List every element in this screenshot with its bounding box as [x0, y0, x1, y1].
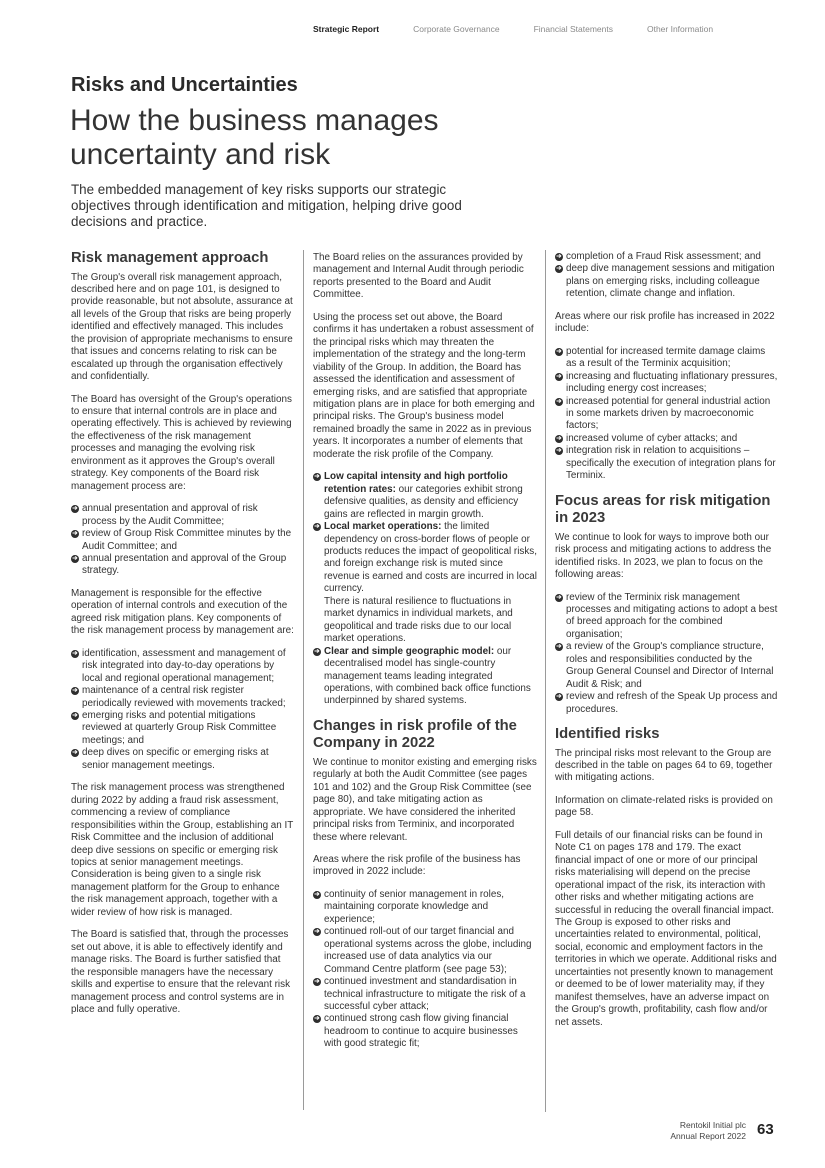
bullet-list [71, 503, 294, 578]
list-item: ➔ increased potential for general industrial action in some markets driven by macroeconomic factors; [556, 395, 771, 432]
section-label: Risks and Uncertainties [71, 74, 298, 96]
paragraph: The Board is satisfied that, through the processes set out above, it is able to effectively identify and manage risks. The Board is further satisfied that the responsible managers have the necessary skills and expertise to ensure that the relevant risk management process and control systems are in place and fully operative. [71, 929, 291, 1015]
list-item: ➔ Clear and simple geographic model: our decentralised model has single-country management teams leading integrated operations, with combined back office functions underpinned by shared systems. [314, 645, 531, 707]
bullet-list [313, 471, 537, 708]
heading-identified-risks: Identified risks [555, 726, 660, 743]
arrow-bullet-icon: ➔ [72, 749, 78, 757]
paragraph: The Group's overall risk management approach, described here and on page 101, is designed to provide reasonable, but not absolute, assurance at all levels of the Group that risks are being properly identified and effectively managed. This includes the provision of appropriate mechanisms to ensure that issues and concerns relating to risk can be escalated up through the organisation effectively and confidentially. [71, 271, 293, 383]
arrow-bullet-icon: ➔ [314, 1015, 320, 1023]
column-divider [545, 250, 546, 1112]
arrow-bullet-icon: ➔ [314, 523, 320, 531]
arrow-bullet-icon: ➔ [314, 978, 320, 986]
list-item: ➔ potential for increased termite damage claims as a result of the Terminix acquisition; [556, 345, 766, 370]
list-item: ➔ continued investment and standardisation in technical infrastructure to mitigate the risk of a successful cyber attack; [314, 976, 526, 1013]
heading-risk-management-approach: Risk management approach [71, 250, 269, 266]
column-3 [555, 251, 778, 1039]
nav-financial-statements[interactable]: Financial Statements [533, 24, 613, 34]
nav-strategic-report[interactable]: Strategic Report [313, 24, 380, 34]
paragraph: Using the process set out above, the Board confirms it has undertaken a robust assessment of the principal risks which may threaten the implementation of the strategy and the long-term viability of the Group. In addition, the Board has assessed the identification and assessment of emerging risks, and are satisfied that appropriate mitigation plans are in place for both emerging and principal risks. The Group's business model remained broadly the same in 2022 as in previous years. It incorporates a number of elements that moderate the risk profile of the Company. [313, 311, 535, 460]
bullet-list [555, 592, 778, 717]
arrow-bullet-icon: ➔ [72, 687, 78, 695]
arrow-bullet-icon: ➔ [556, 643, 562, 651]
arrow-bullet-icon: ➔ [72, 505, 78, 513]
list-item: ➔ integration risk in relation to acquisitions – specifically the execution of integration plans for Terminix. [556, 445, 776, 482]
arrow-bullet-icon: ➔ [556, 347, 562, 355]
list-item: ➔ annual presentation and approval of risk process by the Audit Committee; [72, 503, 258, 527]
paragraph: Information on climate-related risks is provided on page 58. [555, 794, 773, 819]
paragraph: The Board has oversight of the Group's operations to ensure that internal controls are in place and operating effectively. This is achieved by reviewing the effectiveness of the risk management processes and managing the evolving risk environment as it approves the Group's overall strategy. Key components of the Board risk management process are: [71, 393, 292, 492]
paragraph: We continue to monitor existing and emerging risks regularly at both the Audit Committee (see pages 101 and 102) and the Group Risk Committee (see page 80), and take mitigating action as appropriate. We have considered the inherited principal risks from Terminix, and incorporated these where relevant. [313, 756, 537, 843]
arrow-bullet-icon: ➔ [314, 473, 320, 481]
list-item: ➔ deep dives on specific or emerging risks at senior management meetings. [72, 747, 269, 771]
page-number: 63 [757, 1121, 774, 1138]
list-item: ➔ maintenance of a central risk register periodically reviewed with movements tracked; [72, 685, 286, 709]
arrow-bullet-icon: ➔ [556, 434, 562, 442]
arrow-bullet-icon: ➔ [556, 397, 562, 405]
arrow-bullet-icon: ➔ [314, 890, 320, 898]
list-item: ➔ deep dive management sessions and mitigation plans on emerging risks, including colleague retention, climate change and inflation. [556, 263, 775, 300]
footer-report: Annual Report 2022 [670, 1130, 746, 1141]
list-item: ➔ Local market operations: the limited dependency on cross-border flows of people or products reduces the impact of geopolitical risks, and foreign exchange risk is muted since revenue is earned and costs are incurred in local currency. There is natural resilience to fluctuations in market dynamics in individual markets, and geopolitical and trade risks due to our local market operations. [314, 521, 537, 645]
intro-paragraph: The embedded management of key risks supports our strategic objectives through identification and mitigation, helping drive good decisions and practice. [71, 182, 462, 229]
bullet-list [313, 889, 537, 1051]
list-item: ➔ completion of a Fraud Risk assessment; and [556, 251, 761, 262]
list-item: ➔ increasing and fluctuating inflationary pressures, including energy cost increases; [556, 370, 778, 395]
bullet-list [555, 251, 778, 301]
page-title: How the business manages uncertainty and risk [70, 104, 439, 171]
footer-publication [640, 1120, 746, 1141]
arrow-bullet-icon: ➔ [314, 647, 320, 655]
arrow-bullet-icon: ➔ [314, 928, 320, 936]
paragraph: We continue to look for ways to improve both our risk process and mitigating actions to address the identified risks. In 2023, we plan to focus on the following areas: [555, 531, 772, 581]
arrow-bullet-icon: ➔ [556, 593, 562, 601]
arrow-bullet-icon: ➔ [556, 693, 562, 701]
paragraph: Management is responsible for the effective operation of internal controls and execution of the agreed risk mitigation plans. Key components of the risk management process by management are: [71, 587, 294, 637]
list-item: ➔ annual presentation and approval of the Group strategy. [72, 553, 287, 577]
arrow-bullet-icon: ➔ [556, 447, 562, 455]
paragraph: Areas where our risk profile has increased in 2022 include: [555, 310, 775, 335]
list-item: ➔ continued roll-out of our target financial and operational systems across the globe, including increased use of data analytics via our Command Centre platform (see page 53); [314, 926, 532, 975]
list-item: ➔ continuity of senior management in roles, maintaining corporate knowledge and experience; [314, 888, 505, 925]
heading-focus-areas: Focus areas for risk mitigation in 2023 [555, 492, 771, 527]
nav-other-information[interactable]: Other Information [646, 24, 714, 34]
footer-company: Rentokil Initial plc [679, 1120, 746, 1130]
list-item: ➔ continued strong cash flow giving financial headroom to continue to acquire businesses with good strategic fit; [314, 1013, 518, 1050]
arrow-bullet-icon: ➔ [72, 712, 78, 719]
heading-changes-in-risk-profile: Changes in risk profile of the Company in 2022 [313, 717, 517, 752]
bullet-list [71, 648, 294, 773]
paragraph: Areas where the risk profile of the business has improved in 2022 include: [313, 854, 521, 878]
list-item: ➔ Low capital intensity and high portfolio retention rates: our categories exhibit strong defensive qualities, as density and efficiency gains are reflected in margin growth. [314, 471, 523, 520]
list-item: ➔ review of Group Risk Committee minutes by the Audit Committee; and [72, 528, 292, 552]
list-item: ➔ emerging risks and potential mitigations reviewed at quarterly Group Risk Committee meetings; and [72, 710, 277, 746]
paragraph: The principal risks most relevant to the Group are described in the table on pages 64 to 69, together with mitigating actions. [555, 747, 773, 784]
list-item: ➔ increased volume of cyber attacks; and [556, 432, 738, 444]
arrow-bullet-icon: ➔ [72, 649, 78, 657]
arrow-bullet-icon: ➔ [72, 530, 78, 538]
list-item: ➔ review and refresh of the Speak Up process and procedures. [556, 691, 778, 715]
list-item: ➔ a review of the Group's compliance structure, roles and responsibilities conducted by the Group General Counsel and Director of Internal Audit & Risk; and [556, 641, 774, 690]
arrow-bullet-icon: ➔ [556, 265, 562, 273]
paragraph: The Board relies on the assurances provided by management and Internal Audit through periodic reports presented to the Board and Audit Committee. [313, 252, 524, 301]
arrow-bullet-icon: ➔ [556, 372, 562, 380]
list-item: ➔ review of the Terminix risk management processes and mitigating actions to adopt a best of breed approach for the combined organisation; [556, 591, 778, 640]
paragraph: The risk management process was strengthened during 2022 by adding a fraud risk assessment, commencing a review of compliance responsibilities within the Group, establishing an IT Risk Committee and the inclusion of additional deep dive sessions on specific or emerging risk topics at senior management meetings. Consideration is being given to a single risk management platform for the Group to enhance the risk management approach, together with a wider review of how risk is managed. [71, 782, 294, 918]
list-item: ➔ identification, assessment and management of risk integrated into day-to-day operations by local and regional operational management; [72, 647, 286, 684]
paragraph: Full details of our financial risks can be found in Note C1 on pages 178 and 179. The exact financial impact of one or more of our principal risks materialising will depend on the precise operational impact of the risk, its interaction with other risks and whether mitigating actions are successful in reducing the overall financial impact. The Group is exposed to other risks and uncertainties related to environmental, political, social, economic and employment factors in the territories in which we operate. Additional risks and uncertainties not presently known to management or deemed to be of lower materiality may, if they manifest themselves, have an adverse impact on the Group's growth, profitability, cash flow and/or net assets. [555, 829, 777, 1028]
column-divider [303, 250, 304, 1110]
column-2 [313, 252, 537, 1061]
arrow-bullet-icon: ➔ [556, 253, 562, 260]
top-navigation [313, 24, 747, 34]
column-1 [71, 250, 294, 1026]
nav-corporate-governance[interactable]: Corporate Governance [413, 24, 500, 34]
arrow-bullet-icon: ➔ [72, 555, 78, 563]
bullet-list [555, 346, 778, 483]
